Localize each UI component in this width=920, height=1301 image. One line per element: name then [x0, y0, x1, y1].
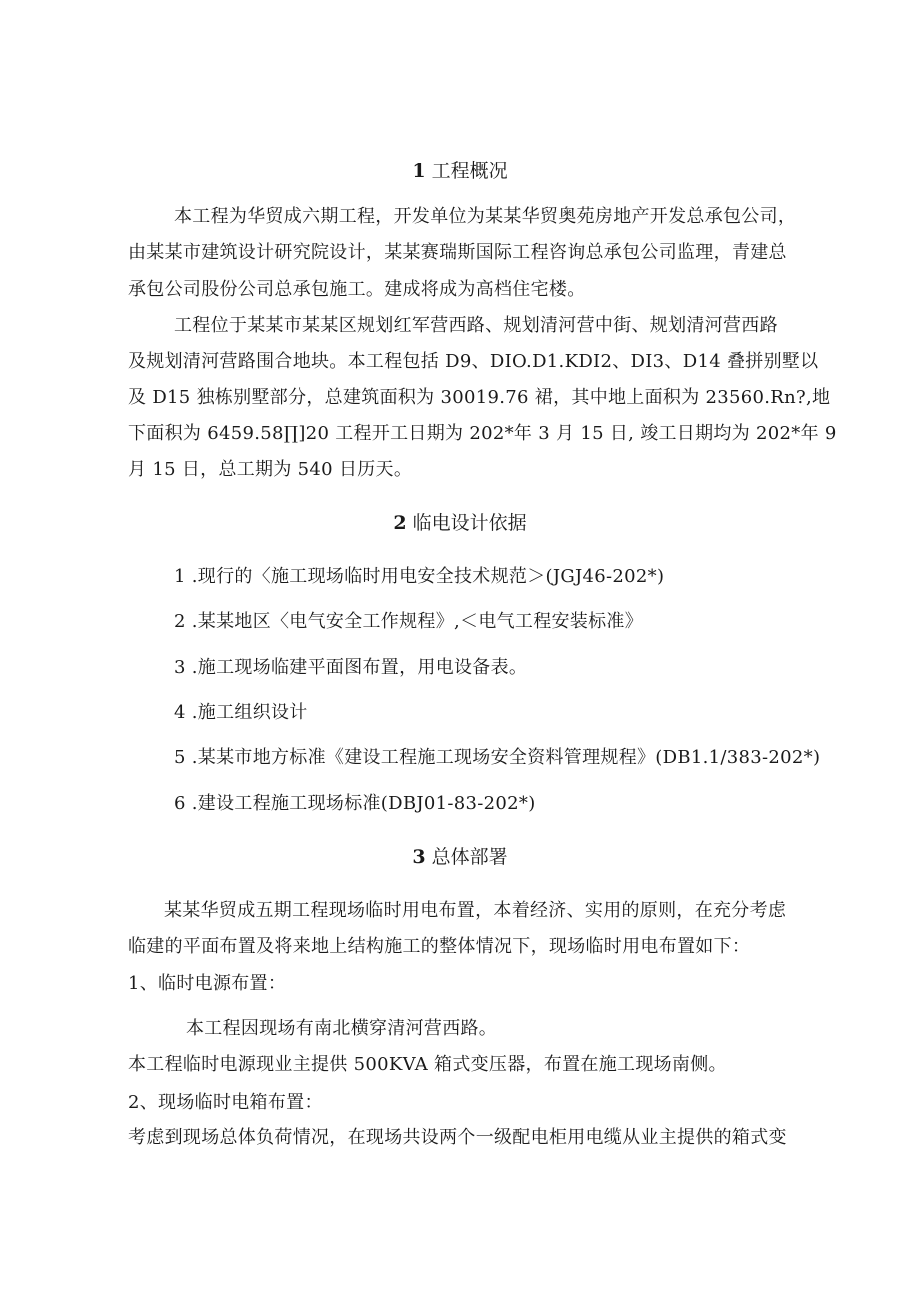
s1-p1-line-1: 本工程为华贸成六期工程，开发单位为某某华贸奥苑房地产开发总承包公司，: [174, 206, 797, 227]
s2-item-6: 6 .建设工程施工现场标准(DBJ01-83-202*): [174, 793, 536, 814]
s2-item-5: 5 .某某市地方标准《建设工程施工现场安全资料管理规程》(DB1.1/383-202*): [174, 747, 821, 768]
section-1-heading: [0, 159, 920, 183]
section-3-number: 3: [412, 846, 426, 868]
section-1-number: 1: [412, 160, 426, 182]
s3-intro-line-2: 临建的平面布置及将来地上结构施工的整体情况下，现场临时用电布置如下：: [128, 936, 751, 957]
section-2-number: 2: [393, 512, 407, 534]
s2-item-1: 1 .现行的〈施工现场临时用电安全技术规范＞(JGJ46-202*): [174, 566, 665, 587]
s3-sub1-line-2: 本工程临时电源现业主提供 500KVA 箱式变压器，布置在施工现场南侧。: [128, 1054, 727, 1075]
s1-p1-line-2: 由某某市建筑设计研究院设计，某某赛瑞斯国际工程咨询总承包公司监理，青建总: [128, 242, 787, 263]
s1-p2-line-2: 及规划清河营路围合地块。本工程包括 D9、DIO.D1.KDI2、DI3、D14 叠拼别墅以: [128, 351, 819, 372]
s3-sub1-title: 1、临时电源布置：: [128, 973, 287, 994]
s1-p1-line-3: 承包公司股份公司总承包施工。建成将成为高档住宅楼。: [128, 279, 586, 300]
s3-sub2-title: 2、现场临时电箱布置：: [128, 1092, 323, 1113]
s1-p2-line-4: 下面积为 6459.58∏]20 工程开工日期为 202*年 3 月 15 日, 竣工日期均为 202*年 9: [128, 423, 837, 444]
s2-item-3: 3 .施工现场临建平面图布置，用电设备表。: [174, 657, 528, 678]
s1-p2-line-5: 月 15 日，总工期为 540 日历天。: [128, 459, 413, 480]
section-3-heading: [0, 845, 920, 869]
s2-item-4: 4 .施工组织设计: [174, 702, 308, 723]
s3-sub2-line-1: 考虑到现场总体负荷情况，在现场共设两个一级配电柜用电缆从业主提供的箱式变: [128, 1127, 787, 1148]
section-1-title: 工程概况: [431, 160, 508, 182]
s2-item-2: 2 .某某地区〈电气安全工作规程》,＜电气工程安装标准》: [174, 611, 644, 632]
section-2-title: 临电设计依据: [412, 512, 527, 534]
section-3-title: 总体部署: [431, 846, 508, 868]
section-2-heading: [0, 511, 920, 535]
s3-intro-line-1: 某某华贸成五期工程现场临时用电布置，本着经济、实用的原则，在充分考虑: [164, 900, 787, 921]
s1-p2-line-1: 工程位于某某市某某区规划红军营西路、规划清河营中街、规划清河营西路: [174, 315, 778, 336]
s3-sub1-line-1: 本工程因现场有南北横穿清河营西路。: [186, 1018, 498, 1039]
s1-p2-line-3: 及 D15 独栋别墅部分，总建筑面积为 30019.76 裙，其中地上面积为 23560.Rn?,地: [128, 387, 831, 408]
